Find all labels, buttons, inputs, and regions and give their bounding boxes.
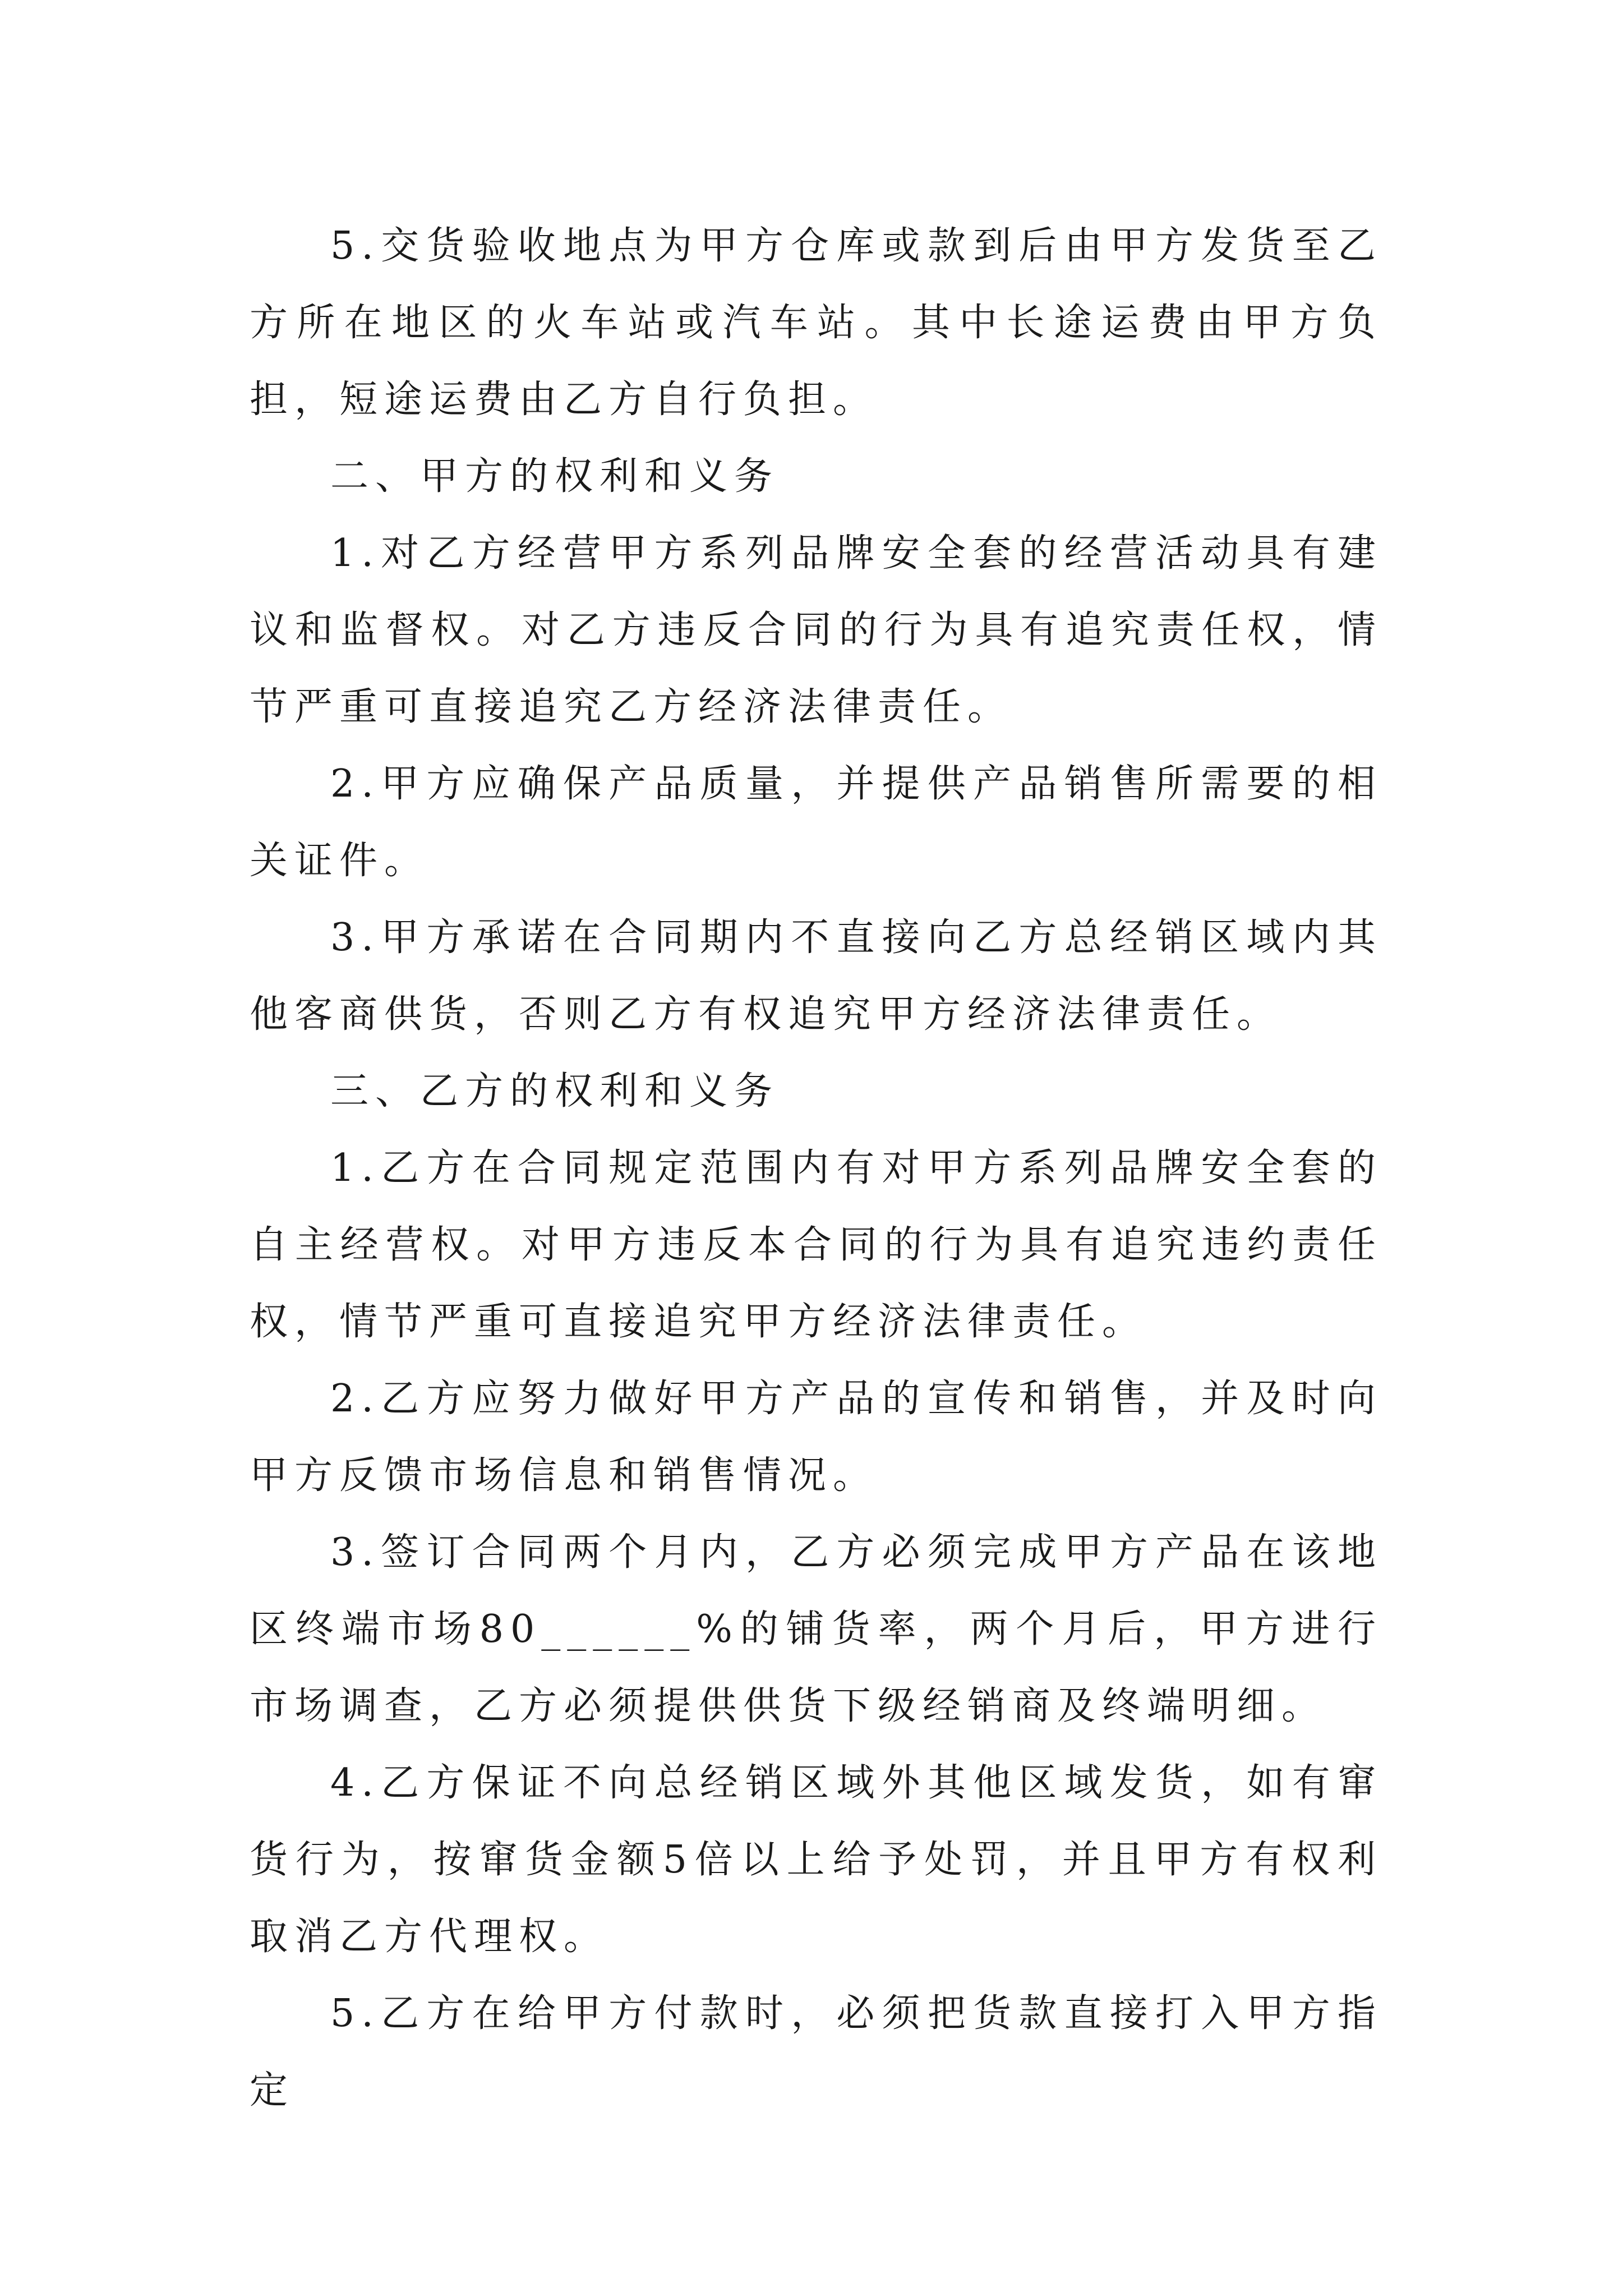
clause-delivery-location: 5.交货验收地点为甲方仓库或款到后由甲方发货至乙方所在地区的火车站或汽车站。其中长途运费由甲方负担，短途运费由乙方自行负担。 — [250, 224, 1382, 422]
clause-b-3: 3.签订合同两个月内，乙方必须完成甲方产品在该地区终端市场80______%的铺货率，两个月后，甲方进行市场调查，乙方必须提供供货下级经销商及终端明细。 — [250, 1530, 1382, 1728]
section-heading-party-b-rights: 三、乙方的权利和义务 — [330, 1069, 780, 1114]
clause-b-5: 5.乙方在给甲方付款时，必须把货款直接打入甲方指定 — [250, 1991, 1382, 2113]
clause-a-1: 1.对乙方经营甲方系列品牌安全套的经营活动具有建议和监督权。对乙方违反合同的行为具有追究责任权，情节严重可直接追究乙方经济法律责任。 — [250, 531, 1382, 729]
clause-b-4: 4.乙方保证不向总经销区域外其他区域发货，如有窜货行为，按窜货金额5倍以上给予处罚，并且甲方有权利取消乙方代理权。 — [250, 1761, 1382, 1959]
clause-a-3: 3.甲方承诺在合同期内不直接向乙方总经销区域内其他客商供货，否则乙方有权追究甲方经济法律责任。 — [250, 915, 1382, 1037]
section-heading-party-a-rights: 二、甲方的权利和义务 — [330, 454, 780, 499]
clause-a-2: 2.甲方应确保产品质量，并提供产品销售所需要的相关证件。 — [250, 762, 1382, 883]
clause-b-2: 2.乙方应努力做好甲方产品的宣传和销售，并及时向甲方反馈市场信息和销售情况。 — [250, 1377, 1382, 1498]
document-body — [250, 208, 1382, 2129]
clause-b-1: 1.乙方在合同规定范围内有对甲方系列品牌安全套的自主经营权。对甲方违反本合同的行为具有追究违约责任权，情节严重可直接追究甲方经济法律责任。 — [250, 1146, 1382, 1344]
